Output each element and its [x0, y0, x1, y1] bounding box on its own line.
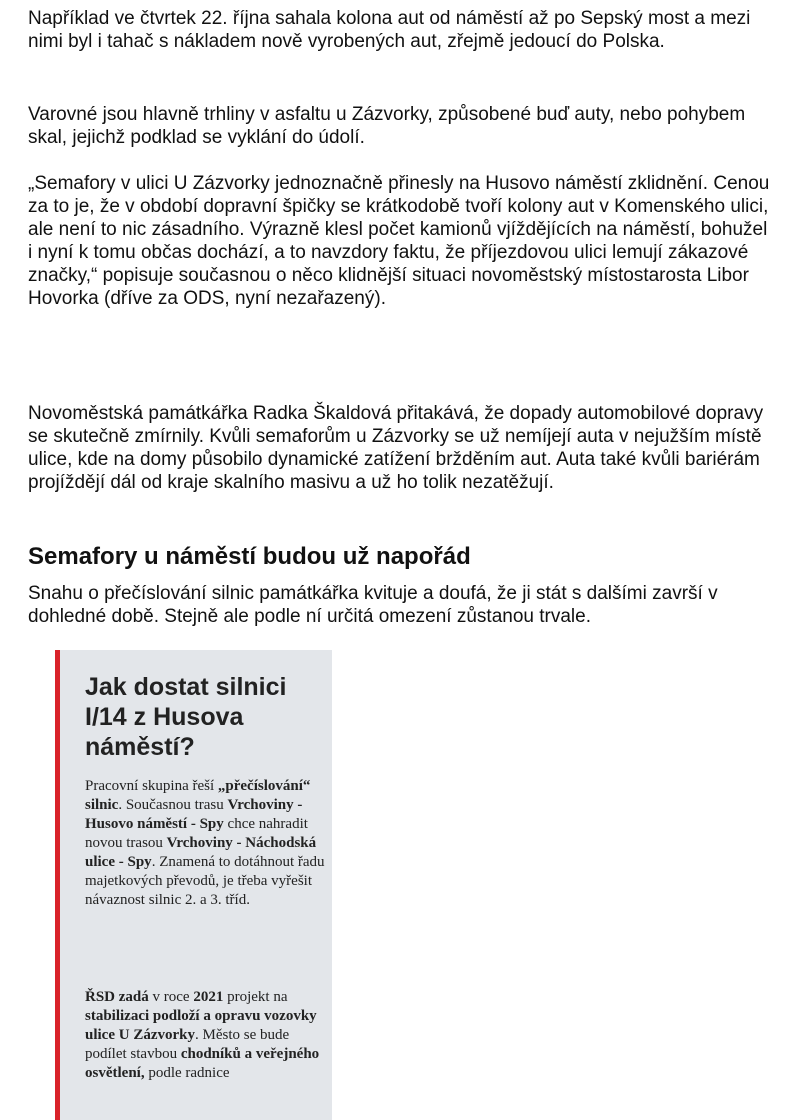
text-run: projekt na [223, 989, 288, 1005]
bold-run: stabilizaci podloží a opravu vozovky ulice U Zázvorky [85, 1008, 317, 1043]
info-box [55, 650, 332, 1120]
text-run: podle radnice [144, 1065, 230, 1081]
text-run: . Město se bude podílet stavbou [85, 1027, 290, 1062]
text-run: . Současnou trasu [118, 797, 228, 813]
section-subheading: Semafory u náměstí budou už napořád [28, 543, 471, 570]
bold-run: Vrchoviny - Husovo náměstí - Spy [85, 797, 303, 832]
bold-run: chodníků a veřejného osvětlení, [85, 1046, 320, 1081]
info-box-title: Jak dostat silnici I/14 z Husova náměstí? [85, 673, 287, 761]
article-paragraph-1: Například ve čtvrtek 22. října sahala kolona aut od náměstí až po Sepský most a mezi nimi byl i tahač s nákladem nově vyrobených aut, zřejmě jedoucí do Polska. [28, 8, 751, 52]
bold-run: ŘSD zadá [85, 989, 149, 1005]
text-run: Pracovní skupina řeší [85, 778, 218, 794]
bold-run: 2021 [193, 989, 224, 1005]
text-run: v roce [148, 989, 194, 1005]
text-run: . Znamená to dotáhnout řadu majetkových převodů, je třeba vyřešit návaznost silnic 2. a 3. tříd. [85, 854, 325, 908]
bold-run: Vrchoviny - Náchodská ulice - Spy [85, 835, 317, 870]
article-paragraph-4: Novoměstská památkářka Radka Škaldová přitakává, že dopady automobilové dopravy se skutečně zmírnily. Kvůli semaforům u Zázvorky se už nemíjejí auta v nejužším místě ulice, kde na domy působilo dynamické zatížení bržděním aut. Auta také kvůli bariérám projíždějí dál od kraje skalního masivu a už ho tolik nezatěžují. [28, 403, 764, 493]
bold-run: „přečíslování“ silnic [85, 778, 311, 813]
info-box-paragraph-2 [85, 988, 325, 1083]
text-run: chce nahradit novou trasou [85, 816, 308, 851]
article-paragraph-2: Varovné jsou hlavně trhliny v asfaltu u Zázvorky, způsobené buď auty, nebo pohybem skal, jejichž podklad se vyklání do údolí. [28, 104, 746, 148]
info-box-paragraph-1 [85, 777, 325, 910]
article-paragraph-quote: „Semafory v ulici U Zázvorky jednoznačně přinesly na Husovo náměstí zklidnění. Cenou za to je, že v období dopravní špičky se krátkodobě tvoří kolony aut v Komenského ulici, ale není to nic zásadního. Výrazně klesl počet kamionů vjíždějících na náměstí, bohužel i nyní k tomu občas dochází, a to navzdory faktu, že příjezdovou ulici lemují zákazové značky,“ popisuje současnou o něco klidnější situaci novoměstský místostarosta Libor Hovorka (dříve za ODS, nyní nezařazený). [28, 173, 770, 309]
article-paragraph-5: Snahu o přečíslování silnic památkářka kvituje a doufá, že ji stát s dalšími završí v dohledné době. Stejně ale podle ní určitá omezení zůstanou trvale. [28, 583, 718, 627]
